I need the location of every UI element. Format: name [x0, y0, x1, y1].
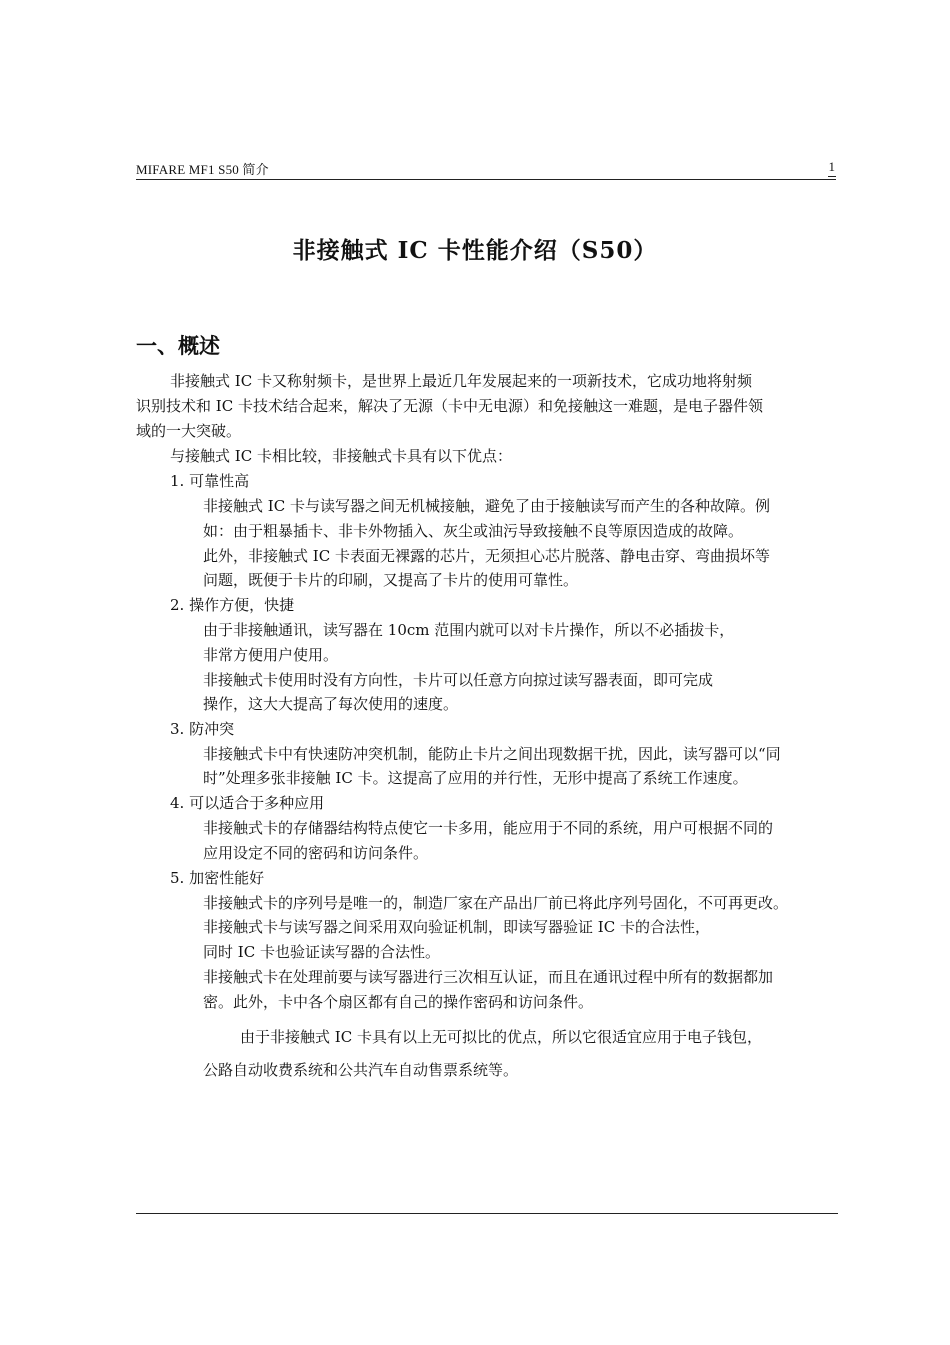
list-item-line: 问题，既便于卡片的印刷，又提高了卡片的使用可靠性。	[203, 571, 579, 589]
list-item-line: 此外，非接触式 IC 卡表面无裸露的芯片，无须担心芯片脱落、静电击穿、弯曲损坏等	[203, 547, 770, 565]
list-item-line: 非接触式 IC 卡与读写器之间无机械接触，避免了由于接触读写而产生的各种故障。例	[203, 497, 770, 515]
list-item-line: 非常方便用户使用。	[203, 646, 339, 664]
header-title: MIFARE MF1 S50 简介	[136, 162, 269, 177]
intro-line: 非接触式 IC 卡又称射频卡，是世界上最近几年发展起来的一项新技术，它成功地将射频	[170, 372, 752, 390]
list-item-line: 非接触式卡中有快速防冲突机制，能防止卡片之间出现数据干扰，因此，读写器可以“同	[203, 745, 781, 763]
list-item-heading: 3. 防冲突	[170, 720, 235, 738]
intro-line: 域的一大突破。	[136, 422, 242, 440]
list-item-line: 同时 IC 卡也验证读写器的合法性。	[203, 943, 440, 961]
page-header	[136, 159, 836, 180]
document-title: 非接触式 IC 卡性能介绍（S50）	[292, 237, 658, 264]
list-item-line: 非接触式卡在处理前要与读写器进行三次相互认证，而且在通讯过程中所有的数据都加	[203, 968, 774, 986]
page-number: 1	[828, 159, 837, 177]
list-item-line: 时”处理多张非接触 IC 卡。这提高了应用的并行性，无形中提高了系统工作速度。	[203, 769, 748, 787]
closing-line: 公路自动收费系统和公共汽车自动售票系统等。	[203, 1061, 519, 1079]
list-item-line: 操作，这大大提高了每次使用的速度。	[203, 695, 459, 713]
list-item-line: 应用设定不同的密码和访问条件。	[203, 844, 429, 862]
footer-rule	[136, 1213, 838, 1214]
list-item-line: 密。此外，卡中各个扇区都有自己的操作密码和访问条件。	[203, 993, 594, 1011]
list-item-heading: 5. 加密性能好	[170, 869, 265, 887]
closing-line: 由于非接触式 IC 卡具有以上无可拟比的优点，所以它很适宜应用于电子钱包，	[240, 1028, 762, 1046]
list-item-heading: 1. 可靠性高	[170, 472, 250, 490]
list-item-line: 非接触式卡与读写器之间采用双向验证机制，即读写器验证 IC 卡的合法性，	[203, 918, 710, 936]
list-item-line: 由于非接触通讯，读写器在 10cm 范围内就可以对卡片操作，所以不必插拔卡，	[203, 621, 735, 639]
list-item-line: 如：由于粗暴插卡、非卡外物插入、灰尘或油污导致接触不良等原因造成的故障。	[203, 522, 744, 540]
list-item-line: 非接触式卡的存储器结构特点使它一卡多用，能应用于不同的系统，用户可根据不同的	[203, 819, 774, 837]
list-item-line: 非接触式卡的序列号是唯一的，制造厂家在产品出厂前已将此序列号固化，不可再更改。	[203, 894, 789, 912]
intro-line: 识别技术和 IC 卡技术结合起来，解决了无源（卡中无电源）和免接触这一难题，是电子器件领	[136, 397, 763, 415]
list-item-heading: 2. 操作方便，快捷	[170, 596, 295, 614]
list-item-heading: 4. 可以适合于多种应用	[170, 794, 325, 812]
section-heading: 一、概述	[136, 333, 220, 358]
list-item-line: 非接触式卡使用时没有方向性，卡片可以任意方向掠过读写器表面，即可完成	[203, 671, 714, 689]
intro-line: 与接触式 IC 卡相比较，非接触式卡具有以下优点：	[170, 447, 512, 465]
